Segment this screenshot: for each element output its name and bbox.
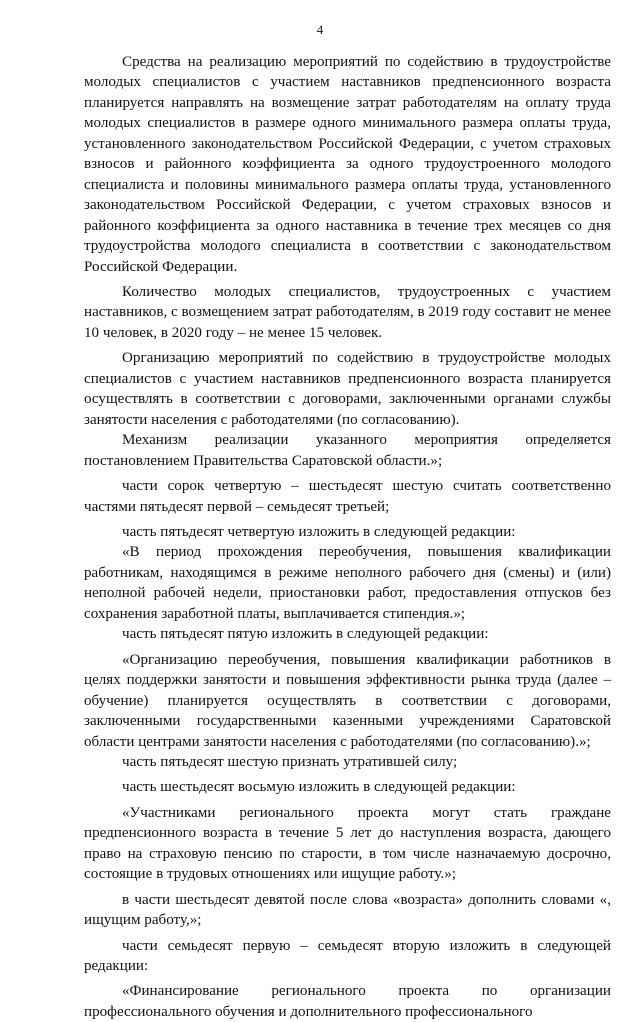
paragraph-amend-69: в части шестьдесят девятой после слова «возраста» дополнить словами «, ищущим работу,»;: [84, 891, 611, 929]
paragraph-mechanism: Механизм реализации указанного мероприятия определяется постановлением Правительства Саратовской области.»;: [84, 432, 611, 469]
paragraph-funding: Средства на реализацию мероприятий по содействию в трудоустройстве молодых специалистов с участием наставников предпенсионного возраста планируется направлять на возмещение затрат работодателям на оплату труда молодых специалистов в размере одного минимального размера оплаты труда, установленного законодательством Российской Федерации, с учетом страховых взносов и районного коэффициента за одного трудоустроенного молодого специалиста и половины минимального размера оплаты труда, установленного законодательством Российской Федерации, с учетом страховых взносов и районного коэффициента за одного наставника в течение трех месяцев со дня трудоустройства молодого специалиста в соответствии с законодательством Российской Федерации.: [84, 54, 611, 275]
paragraph-quote-55: «Организацию переобучения, повышения квалификации работников в целях поддержки занятости и повышения эффективности рынка труда (далее – обучение) планируется осуществлять в соответствии с договорами, заключенными государственными казенными учреждениями Саратовской области центрами занятости населения с работодателями (по согласованию).»;: [84, 651, 611, 750]
paragraph-organization: Организацию мероприятий по содействию в трудоустройстве молодых специалистов с участием наставников предпенсионного возраста планируется осуществлять в соответствии с договорами, заключенными органами службы занятости населения с работодателями (по согласованию).: [84, 350, 611, 428]
paragraph-amend-71-72: части семьдесят первую – семьдесят вторую изложить в следующей редакции:: [84, 937, 611, 975]
paragraph-amend-55: часть пятьдесят пятую изложить в следующей редакции:: [122, 626, 489, 643]
paragraph-quote-54: «В период прохождения переобучения, повышения квалификации работникам, находящимся в режиме неполного рабочего дня (смены) и (или) неполной рабочей недели, приостановки работ, предоставления отпусков без сохранения заработной платы, выплачивается стипендия.»;: [84, 544, 611, 622]
document-body: [84, 52, 611, 1022]
paragraph-quote-68: «Участниками регионального проекта могут стать граждане предпенсионного возраста в течение 5 лет до наступления возраста, дающего право на страховую пенсию по старости, в том числе назначаемую досрочно, состоящие в трудовых отношениях или ищущие работу.»;: [84, 804, 611, 883]
paragraph-amend-68: часть шестьдесят восьмую изложить в следующей редакции:: [122, 779, 516, 796]
paragraph-quantity: Количество молодых специалистов, трудоустроенных с участием наставников, с возмещением затрат работодателям, в 2019 году составит не менее 10 человек, в 2020 году – не менее 15 человек.: [84, 283, 611, 341]
paragraph-renumbering: части сорок четвертую – шестьдесят шестую считать соответственно частями пятьдесят первой – семьдесят третьей;: [84, 478, 611, 515]
paragraph-amend-54: часть пятьдесят четвертую изложить в следующей редакции:: [122, 523, 516, 540]
page-number: 4: [316, 22, 324, 37]
paragraph-quote-financing: «Финансирование регионального проекта по организации профессионального обучения и дополнительного профессионального: [84, 983, 611, 1020]
paragraph-repeal-56: часть пятьдесят шестую признать утратившей силу;: [122, 753, 458, 770]
